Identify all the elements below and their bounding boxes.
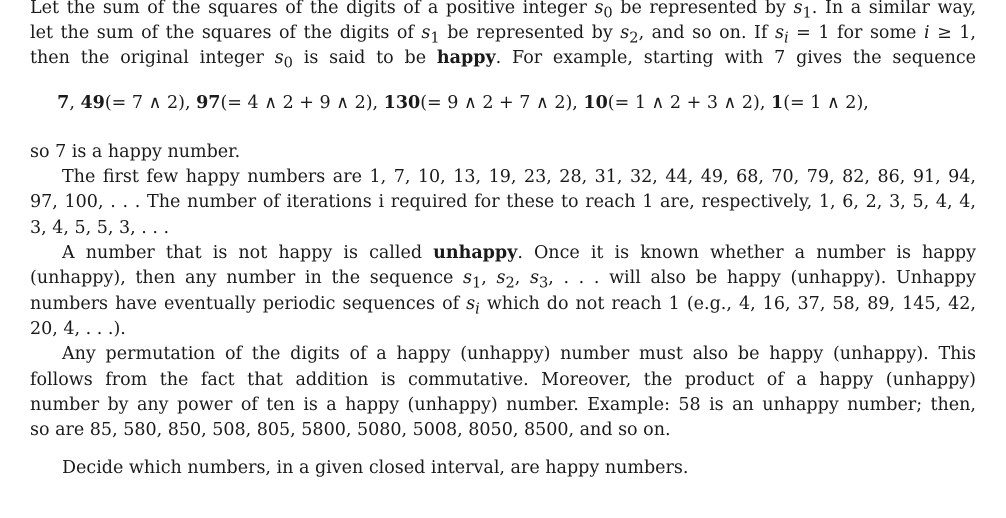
sequence-equation: [0, 91, 936, 116]
math-var: s: [594, 0, 604, 18]
eq-term: 10: [583, 93, 608, 113]
text: be represented by: [612, 0, 794, 18]
math-var: s: [274, 48, 284, 68]
eq-rest: (= 7 ∧ 2),: [104, 93, 191, 113]
eq-term: 97: [196, 93, 221, 113]
paragraph-6-line-1: Decide which numbers, in a given closed interval, are happy numbers.: [62, 458, 689, 478]
eq-term: 1: [771, 93, 784, 113]
math-sub: i: [783, 29, 789, 47]
text: numbers have eventually periodic sequences of: [30, 294, 467, 314]
paragraph-5-line-4: so are 85, 580, 850, 508, 805, 5800, 5080, 5008, 8050, 8500, and so on.: [30, 420, 671, 440]
paragraph-5-line-2: follows from the fact that addition is commutative. Moreover, the product of a happy (unhappy): [30, 370, 976, 390]
math-var: s: [793, 0, 803, 18]
text: is said to be: [292, 48, 437, 68]
text: let the sum of the squares of the digits of: [30, 23, 422, 43]
math-sub: 2: [629, 29, 639, 47]
text: . For example, starting with 7 gives the sequence: [495, 48, 976, 68]
paragraph-4-line-3: [30, 292, 976, 317]
math-var: s: [463, 268, 472, 288]
eq-term: 7: [57, 93, 70, 113]
math-var: s: [421, 23, 431, 43]
math-sub: 0: [603, 4, 613, 22]
math-sub: 1: [430, 29, 440, 47]
text: be represented by: [439, 23, 621, 43]
math-var: s: [774, 23, 784, 43]
math-var: s: [529, 268, 539, 288]
text: ,: [481, 268, 497, 288]
text: then the original integer: [30, 48, 275, 68]
math-var: s: [466, 294, 476, 314]
math-var: s: [496, 268, 506, 288]
paragraph-2-line-1: so 7 is a happy number.: [30, 142, 241, 162]
math-sub: 2: [505, 274, 515, 292]
eq-rest: (= 1 ∧ 2),: [783, 93, 869, 113]
math-sub: 3: [538, 274, 549, 292]
text: A number that is not happy is called: [62, 243, 434, 263]
eq-rest: (= 4 ∧ 2 + 9 ∧ 2),: [220, 93, 379, 113]
math-sub: 1: [471, 274, 482, 292]
eq-rest: (= 1 ∧ 2 + 3 ∧ 2),: [607, 93, 766, 113]
math-var: s: [620, 23, 630, 43]
paragraph-3-line-3: 3, 4, 5, 5, 3, . . .: [30, 218, 170, 238]
paragraph-4-line-4: 20, 4, . . .).: [30, 319, 126, 339]
paragraph-1-line-2: [30, 21, 976, 46]
term-happy: happy: [436, 48, 496, 68]
text: ≥ 1,: [929, 23, 976, 43]
paragraph-4-line-2: [30, 266, 976, 291]
math-sub: i: [475, 300, 480, 318]
paragraph-5-line-1: Any permutation of the digits of a happy (unhappy) number must also be happy (unhappy). This: [62, 344, 976, 364]
eq-term: 130: [383, 93, 421, 113]
text: which do not reach 1 (e.g., 4, 16, 37, 58, 89, 145, 42,: [479, 294, 976, 314]
term-unhappy: unhappy: [433, 243, 518, 263]
text: , and so on. If: [638, 23, 775, 43]
eq-term: 49: [80, 93, 105, 113]
paragraph-1-line-1: [30, 0, 976, 21]
math-var: i: [923, 23, 930, 43]
text: , . . . will also be happy (unhappy). Unhappy: [548, 268, 976, 288]
eq-rest: ,: [69, 93, 75, 113]
paragraph-3-line-1: The first few happy numbers are 1, 7, 10, 13, 19, 23, 28, 31, 32, 44, 49, 68, 70, 79, 82, 86, 91, 94,: [62, 167, 976, 187]
math-sub: 0: [283, 54, 293, 72]
text: ,: [514, 268, 530, 288]
eq-rest: (= 9 ∧ 2 + 7 ∧ 2),: [420, 93, 578, 113]
math-sub: 1: [802, 4, 812, 22]
paragraph-1-line-3: [30, 46, 976, 71]
text: = 1 for some: [788, 23, 924, 43]
text: (unhappy), then any number in the sequence: [30, 268, 463, 288]
paragraph-3-line-2: 97, 100, . . . The number of iterations i required for these to reach 1 are, respectively, 1, 6, 2, 3, 5, 4, 4,: [30, 192, 976, 212]
text: . Once it is known whether a number is happy: [517, 243, 977, 263]
text: . In a similar way,: [811, 0, 977, 18]
paragraph-5-line-3: number by any power of ten is a happy (unhappy) number. Example: 58 is an unhappy number; then,: [30, 395, 976, 415]
paragraph-4-line-1: [30, 241, 976, 266]
text: Let the sum of the squares of the digits of a positive integer: [30, 0, 595, 18]
